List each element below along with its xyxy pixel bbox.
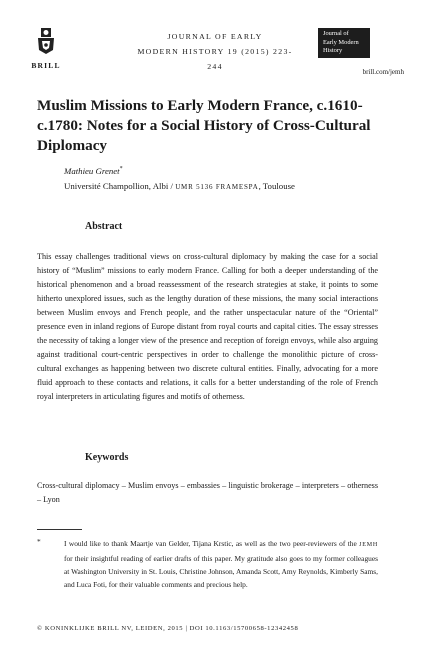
abstract-heading: Abstract — [85, 221, 123, 232]
journal-url-link[interactable]: brill.com/jemh — [362, 68, 404, 76]
keywords-heading: Keywords — [85, 452, 129, 463]
footnote-ref-marker[interactable]: * — [119, 166, 123, 173]
journal-volume: MODERN HISTORY 19 (2015) 223-244 — [137, 47, 293, 71]
journal-header — [130, 29, 300, 74]
keywords-text: Cross-cultural diplomacy – Muslim envoys – embassies – linguistic brokerage – interpreters – otherness – Lyon — [37, 481, 378, 504]
author-name — [64, 166, 123, 176]
footnote-text — [64, 537, 378, 592]
journal-logo-badge — [318, 28, 370, 58]
abstract-text: This essay challenges traditional views on cross-cultural diplomacy by making the case for a social history of “Muslim” missions to early modern France. Calling for both a deeper understanding of the historical phenomenon and a broad reassessment of the research strategies at stake, it points to some hitherto unexplored issues, such as the lengthy duration of these missions, the many social interactions between Muslim envoys and French people, and the rather unspectacular nature of the “Oriental” presence even in inland regions of Europe distant from royal courts and capital cities. The essay stresses the necessity of taking a longer view of the presence and reception of foreign envoys, while also arguing against traditional court-centric perspectives in order to challenge the monolithic picture of cross-cultural exchanges as happening between two discrete cultural entities. Finally, advocating for a more fluid approach to these contacts and relations, it calls for a better understanding of the role of French royal interpreters in articulating figures and motifs of otherness. — [37, 252, 378, 401]
affiliation-lab: UMR 5136 FRAMESPA — [175, 183, 259, 191]
affiliation-institution: Université Champollion, Albi / — [64, 181, 176, 191]
journal-name: JOURNAL OF EARLY — [167, 32, 263, 41]
badge-line: Journal of — [323, 30, 349, 37]
affiliation-city: , Toulouse — [258, 181, 295, 191]
badge-line: History — [323, 47, 343, 54]
footnote-journal-abbrev: JEMH — [359, 542, 378, 548]
brill-colophon-icon — [33, 26, 59, 56]
footnote-text-part: for their insightful reading of earlier drafts of this paper. My gratitude also goes to my former colleagues at Washington University in St. Louis, Christine Johnson, Amanda Scott, Amy Reynolds, Kimberly Sams, and Luca Foti, for their valuable comments and precious help. — [64, 554, 378, 590]
publisher-name: BRILL — [31, 61, 61, 70]
author-name-text: Mathieu Grenet — [64, 166, 120, 176]
footnote-divider — [37, 529, 82, 530]
footnote-marker: * — [37, 537, 41, 546]
badge-line: Early Modern — [323, 38, 359, 46]
author-affiliation — [64, 181, 295, 191]
footnote-text-part: I would like to thank Maartje van Gelder, Tijana Krstic, as well as the two peer-reviewers of the — [64, 539, 360, 548]
copyright-footer: © KONINKLIJKE BRILL NV, LEIDEN, 2015 | DOI 10.1163/15700658-12342458 — [37, 625, 299, 632]
article-title: Muslim Missions to Early Modern France, c.1610-c.1780: Notes for a Social History of Cross-Cultural Diplomacy — [37, 97, 371, 154]
